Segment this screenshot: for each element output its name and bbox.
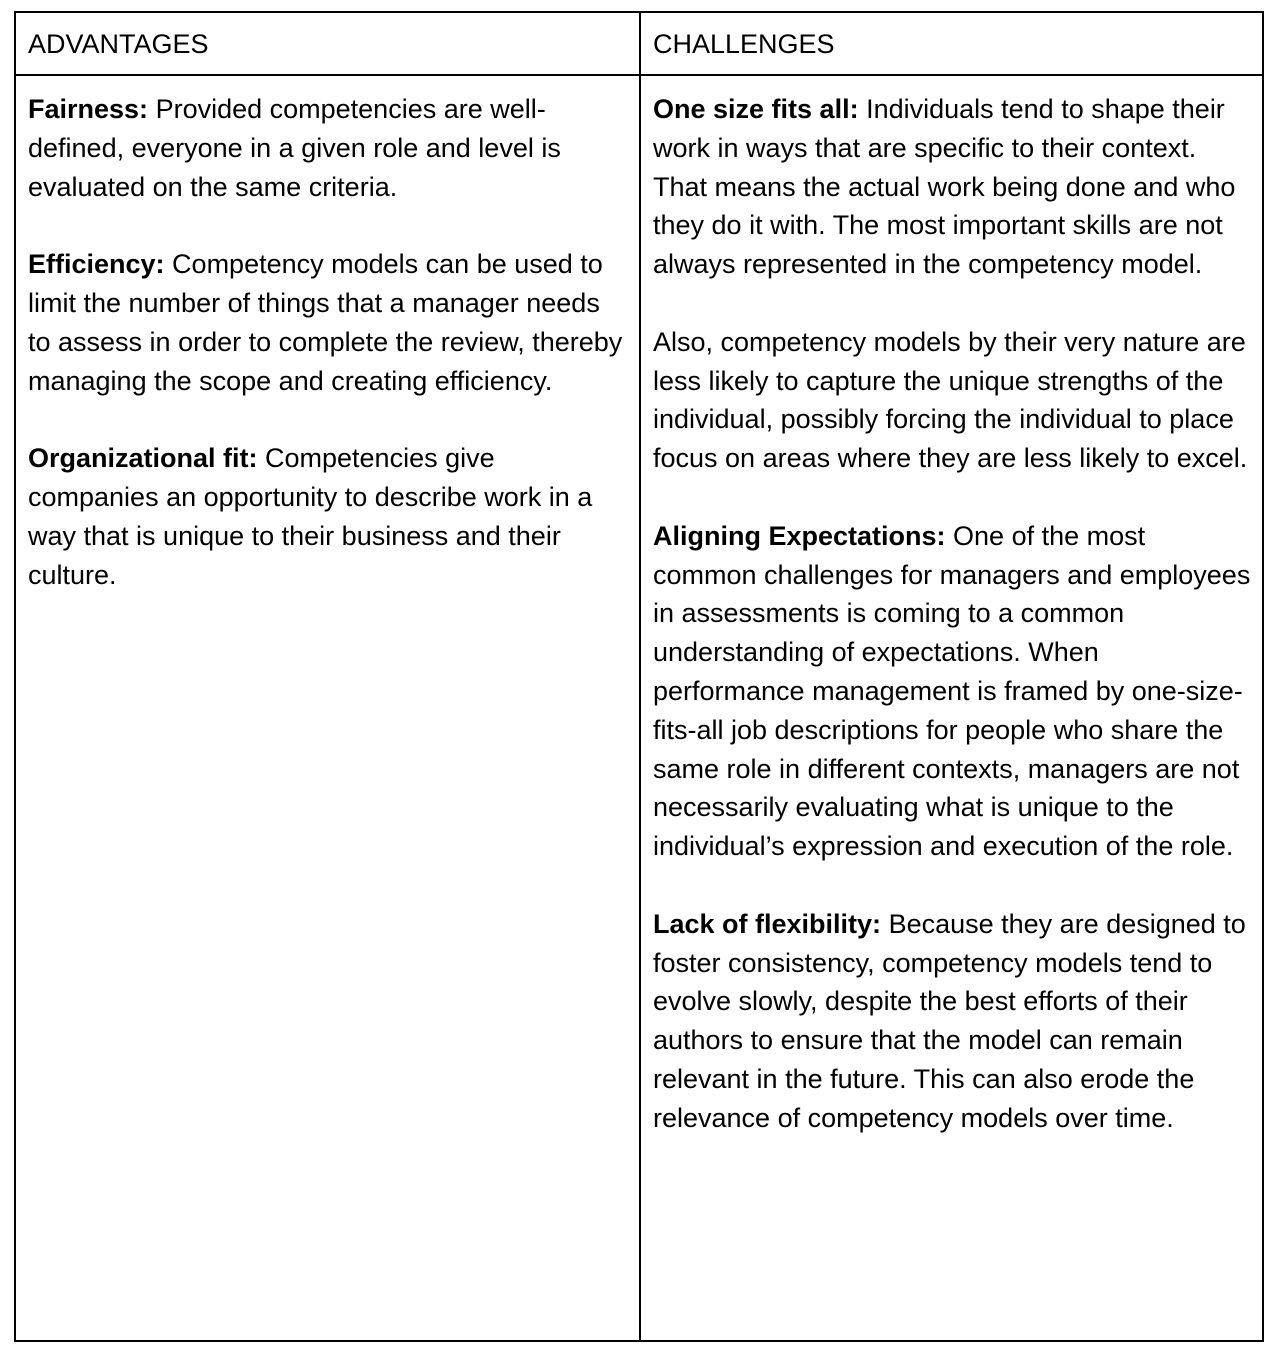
challenge-term: Aligning Expectations: xyxy=(653,520,946,551)
challenge-aligning-expectations xyxy=(653,517,1253,866)
challenge-text: Because they are designed to foster consistency, competency models tend to evolve slowly, despite the best efforts of their authors to ensure that the model can remain relevant in the future. This can also erode the relevance of competency models over time. xyxy=(653,908,1246,1133)
challenge-one-size-fits-all xyxy=(653,90,1253,284)
challenge-text: Also, competency models by their very nature are less likely to capture the unique strengths of the individual, possibly forcing the individual to place focus on areas where they are less likely to excel. xyxy=(653,326,1248,474)
advantage-term: Organizational fit: xyxy=(28,443,258,474)
challenge-text: One of the most common challenges for managers and employees in assessments is coming to a common understanding of expectations. When performance management is framed by one-size-fits-all job descriptions for people who share the same role in different contexts, managers are not necessarily evaluating what is unique to the individual’s expression and execution of the role. xyxy=(653,520,1251,862)
challenge-text: Individuals tend to shape their work in ways that are specific to their context. That means the actual work being done and who they do it with. The most important skills are not always represented in the competency model. xyxy=(653,94,1236,280)
challenges-cell xyxy=(653,90,1253,1176)
advantages-cell xyxy=(28,90,628,633)
advantage-text: Provided competencies are well-defined, everyone in a given role and level is evaluated on the same criteria. xyxy=(28,94,561,202)
challenge-term: One size fits all: xyxy=(653,94,859,124)
advantage-fairness xyxy=(28,90,628,206)
challenge-lack-of-flexibility xyxy=(653,905,1253,1138)
comparison-table xyxy=(14,11,1264,1342)
challenges-header: CHALLENGES xyxy=(653,29,835,59)
header-divider xyxy=(16,74,1262,76)
advantages-header: ADVANTAGES xyxy=(28,29,209,59)
advantage-term: Efficiency: xyxy=(28,249,165,280)
advantage-efficiency xyxy=(28,245,628,400)
advantage-text: Competency models can be used to limit the number of things that a manager needs to assess in order to complete the review, thereby managing the scope and creating efficiency. xyxy=(28,249,623,396)
advantage-term: Fairness: xyxy=(28,94,149,124)
challenge-unique-strengths xyxy=(653,323,1253,478)
column-divider xyxy=(639,13,641,1340)
advantage-organizational-fit xyxy=(28,439,628,594)
advantage-text: Competencies give companies an opportunity to describe work in a way that is unique to their business and their culture. xyxy=(28,443,593,590)
challenge-term: Lack of flexibility: xyxy=(653,908,882,939)
